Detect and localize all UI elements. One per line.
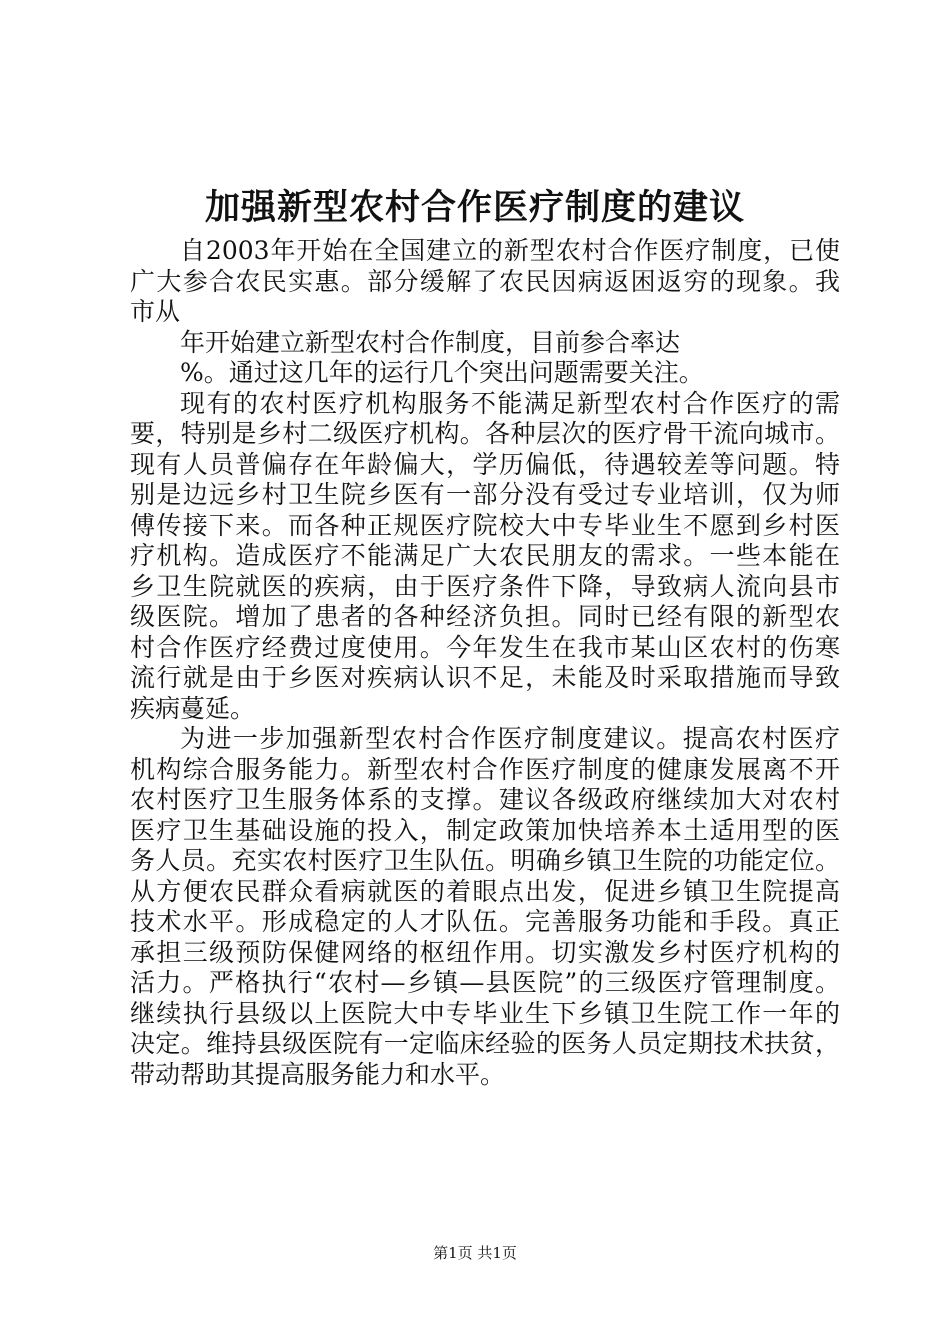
text-line: 村合作医疗经费过度使用。今年发生在我市某山区农村的伤寒	[130, 632, 840, 662]
text-line: 机构综合服务能力。新型农村合作医疗制度的健康发展离不开	[130, 754, 840, 784]
text-line: 农村医疗卫生服务体系的支撑。建议各级政府继续加大对农村	[130, 785, 840, 814]
text-line: 年开始建立新型农村合作制度，目前参合率达	[180, 327, 681, 357]
text-line: 自2003年开始在全国建立的新型农村合作医疗制度，已使	[180, 236, 840, 265]
page-title: 加强新型农村合作医疗制度的建议	[204, 187, 745, 228]
text-line: 技术水平。形成稳定的人才队伍。完善服务功能和手段。真正	[130, 907, 840, 936]
text-line: 疗机构。造成医疗不能满足广大农民朋友的需求。一些本能在	[130, 541, 840, 570]
text-line: 现有人员普偏存在年龄偏大，学历偏低，待遇较差等问题。特	[130, 449, 840, 479]
document-body	[130, 236, 840, 1090]
text-line: 流行就是由于乡医对疾病认识不足，未能及时采取措施而导致	[130, 663, 840, 692]
text-line: 别是边远乡村卫生院乡医有一部分没有受过专业培训，仅为师	[130, 480, 840, 509]
text-line: 医疗卫生基础设施的投入，制定政策加快培养本土适用型的医	[130, 815, 840, 845]
text-line: 从方便农民群众看病就医的着眼点出发，促进乡镇卫生院提高	[130, 876, 840, 906]
text-line: %。通过这几年的运行几个突出问题需要关注。	[180, 358, 704, 387]
text-line: 市从	[130, 297, 181, 326]
text-line: 为进一步加强新型农村合作医疗制度建议。提高农村医疗	[180, 724, 840, 753]
text-line: 活力。严格执行“农村—乡镇—县医院”的三级医疗管理制度。	[130, 968, 840, 997]
text-line: 带动帮助其提高服务能力和水平。	[130, 1059, 506, 1089]
text-line: 要，特别是乡村二级医疗机构。各种层次的医疗骨干流向城市。	[130, 419, 840, 448]
text-line: 级医院。增加了患者的各种经济负担。同时已经有限的新型农	[130, 602, 840, 631]
page-footer: 第1页 共1页	[433, 1244, 517, 1262]
text-line: 决定。维持县级医院有一定临床经验的医务人员定期技术扶贫，	[130, 1029, 840, 1058]
text-line: 务人员。充实农村医疗卫生队伍。明确乡镇卫生院的功能定位。	[130, 846, 840, 875]
text-line: 傅传接下来。而各种正规医疗院校大中专毕业生不愿到乡村医	[130, 510, 840, 540]
text-line: 承担三级预防保健网络的枢纽作用。切实激发乡村医疗机构的	[130, 937, 840, 967]
text-line: 乡卫生院就医的疾病，由于医疗条件下降，导致病人流向县市	[130, 571, 840, 601]
text-line: 疾病蔓延。	[130, 693, 256, 723]
text-line: 现有的农村医疗机构服务不能满足新型农村合作医疗的需	[180, 388, 840, 418]
text-line: 继续执行县级以上医院大中专毕业生下乡镇卫生院工作一年的	[130, 998, 840, 1028]
text-line: 广大参合农民实惠。部分缓解了农民因病返困返穷的现象。我	[130, 266, 840, 296]
